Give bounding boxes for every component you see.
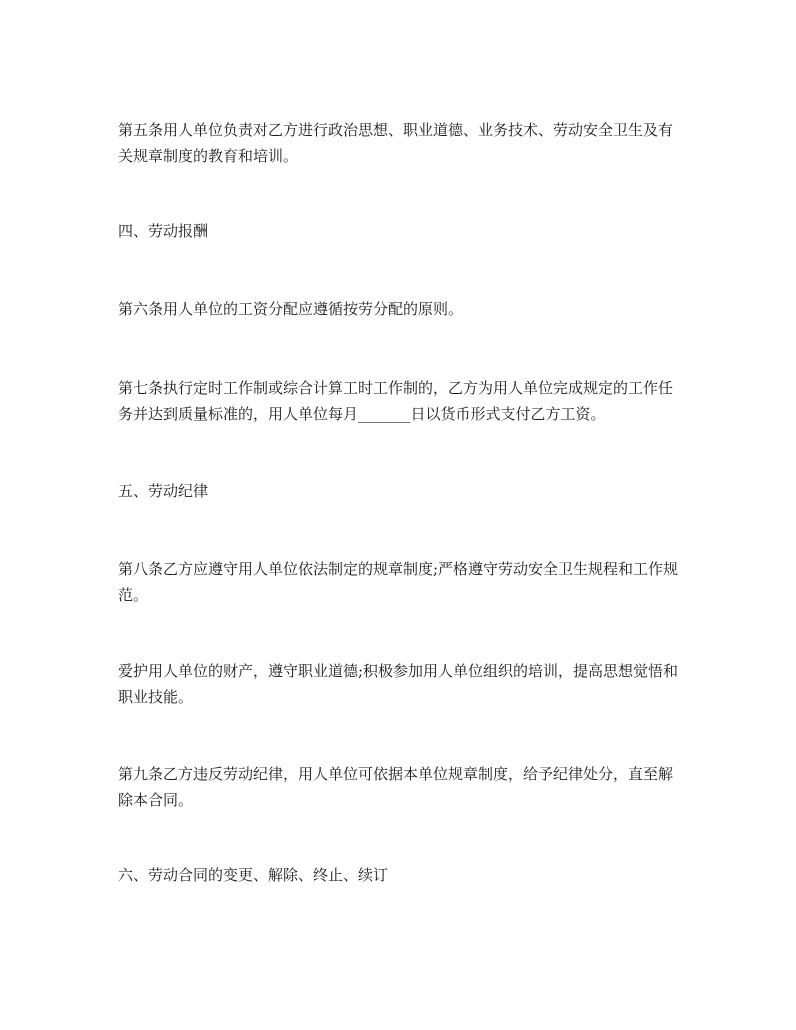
section-4-heading: 四、劳动报酬 <box>118 222 209 240</box>
article-7-paragraph: 第七条执行定时工作制或综合计算工时工作制的，乙方为用人单位完成规定的工作任务并达到质量标准的，用人单位每月_______日以货币形式支付乙方工资。 <box>118 379 674 423</box>
article-8-paragraph: 第八条乙方应遵守用人单位依法制定的规章制度;严格遵守劳动安全卫生规程和工作规范。 <box>118 560 679 604</box>
article-8-continuation-paragraph: 爱护用人单位的财产，遵守职业道德;积极参加用人单位组织的培训，提高思想觉悟和职业技能。 <box>118 662 679 706</box>
section-5-heading: 五、劳动纪律 <box>118 482 209 500</box>
article-9-paragraph: 第九条乙方违反劳动纪律，用人单位可依据本单位规章制度，给予纪律处分，直至解除本合同。 <box>118 765 674 809</box>
article-5-paragraph: 第五条用人单位负责对乙方进行政治思想、职业道德、业务技术、劳动安全卫生及有关规章制度的教育和培训。 <box>118 121 674 165</box>
section-6-heading: 六、劳动合同的变更、解除、终止、续订 <box>118 866 389 884</box>
article-6-paragraph: 第六条用人单位的工资分配应遵循按劳分配的原则。 <box>118 300 464 318</box>
